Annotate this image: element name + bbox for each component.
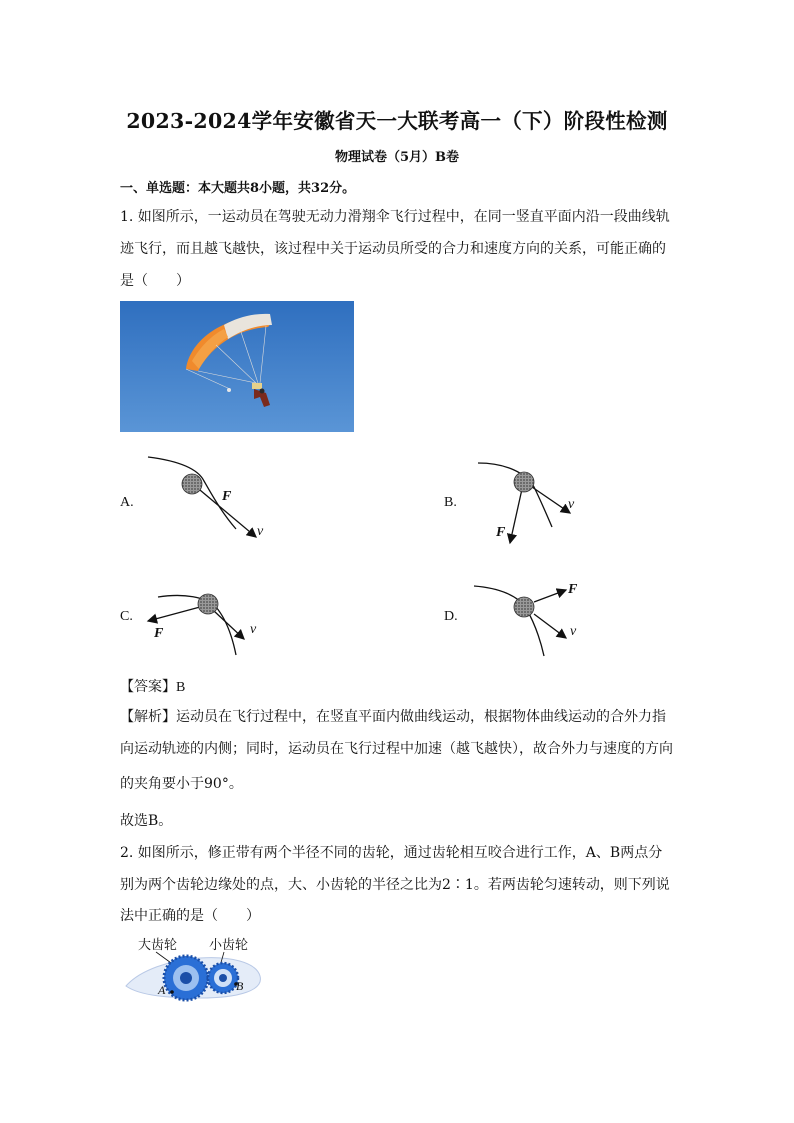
option-d-f-label: F (568, 582, 578, 597)
page-title: 2023-2024学年安徽省天一大联考高一（下）阶段性检测 (126, 109, 668, 133)
paraglider-photo (120, 301, 354, 432)
point-b-label: B (236, 979, 244, 993)
option-a-f-label: F (222, 489, 232, 504)
option-c-label: C. (120, 609, 133, 624)
correction-tape-diagram (120, 948, 270, 1003)
analysis-text-1: 运动员在飞行过程中，在竖直平面内做曲线运动，根据物体曲线运动的合外力指 (176, 709, 666, 725)
option-a-label: A. (120, 495, 134, 510)
analysis-line-3: 的夹角要小于90°。 (120, 776, 243, 792)
analysis-line-1 (120, 706, 666, 726)
page-subtitle: 物理试卷（5月）B卷 (334, 150, 460, 165)
q2-stem-line-3: 法中正确的是（ ） (120, 908, 260, 924)
option-c-v-label: v (250, 622, 257, 637)
q1-stem-line-1: 1. 如图所示，一运动员在驾驶无动力滑翔伞飞行过程中，在同一竖直平面内沿一段曲线轨 (120, 209, 670, 225)
option-c-f-label: F (154, 626, 164, 641)
q2-stem-line-2: 别为两个齿轮边缘处的点，大、小齿轮的半径之比为2∶1。若两齿轮匀速转动，则下列说 (120, 877, 670, 893)
analysis-line-2: 向运动轨迹的内侧；同时，运动员在飞行过程中加速（越飞越快），故合外力与速度的方向 (120, 741, 673, 757)
option-b-f-label: F (496, 525, 506, 540)
conclusion-line: 故选B。 (120, 813, 173, 829)
option-d-v-label: v (570, 624, 577, 639)
q2-stem-line-1: 2. 如图所示，修正带有两个半径不同的齿轮，通过齿轮相互咬合进行工作，A、B两点分 (120, 845, 663, 861)
q1-stem-line-2: 迹飞行，而且越飞越快，该过程中关于运动员所受的合力和速度方向的关系，可能正确的 (120, 241, 666, 257)
point-a-label: A (158, 983, 166, 997)
option-b-label: B. (444, 495, 457, 510)
option-b-v-label: v (568, 497, 575, 512)
analysis-tag: 【解析】 (120, 709, 176, 725)
small-gear-label: 小齿轮 (209, 938, 249, 953)
section-heading: 一、单选题：本大题共8小题，共32分。 (120, 181, 356, 196)
answer-value: B (176, 680, 186, 695)
option-d-label: D. (444, 609, 458, 624)
answer-tag: 【答案】 (120, 679, 176, 695)
option-a-v-label: v (257, 524, 264, 539)
big-gear-label: 大齿轮 (138, 938, 178, 953)
q1-stem-line-3: 是（ ） (120, 273, 190, 289)
answer-line (120, 676, 185, 696)
